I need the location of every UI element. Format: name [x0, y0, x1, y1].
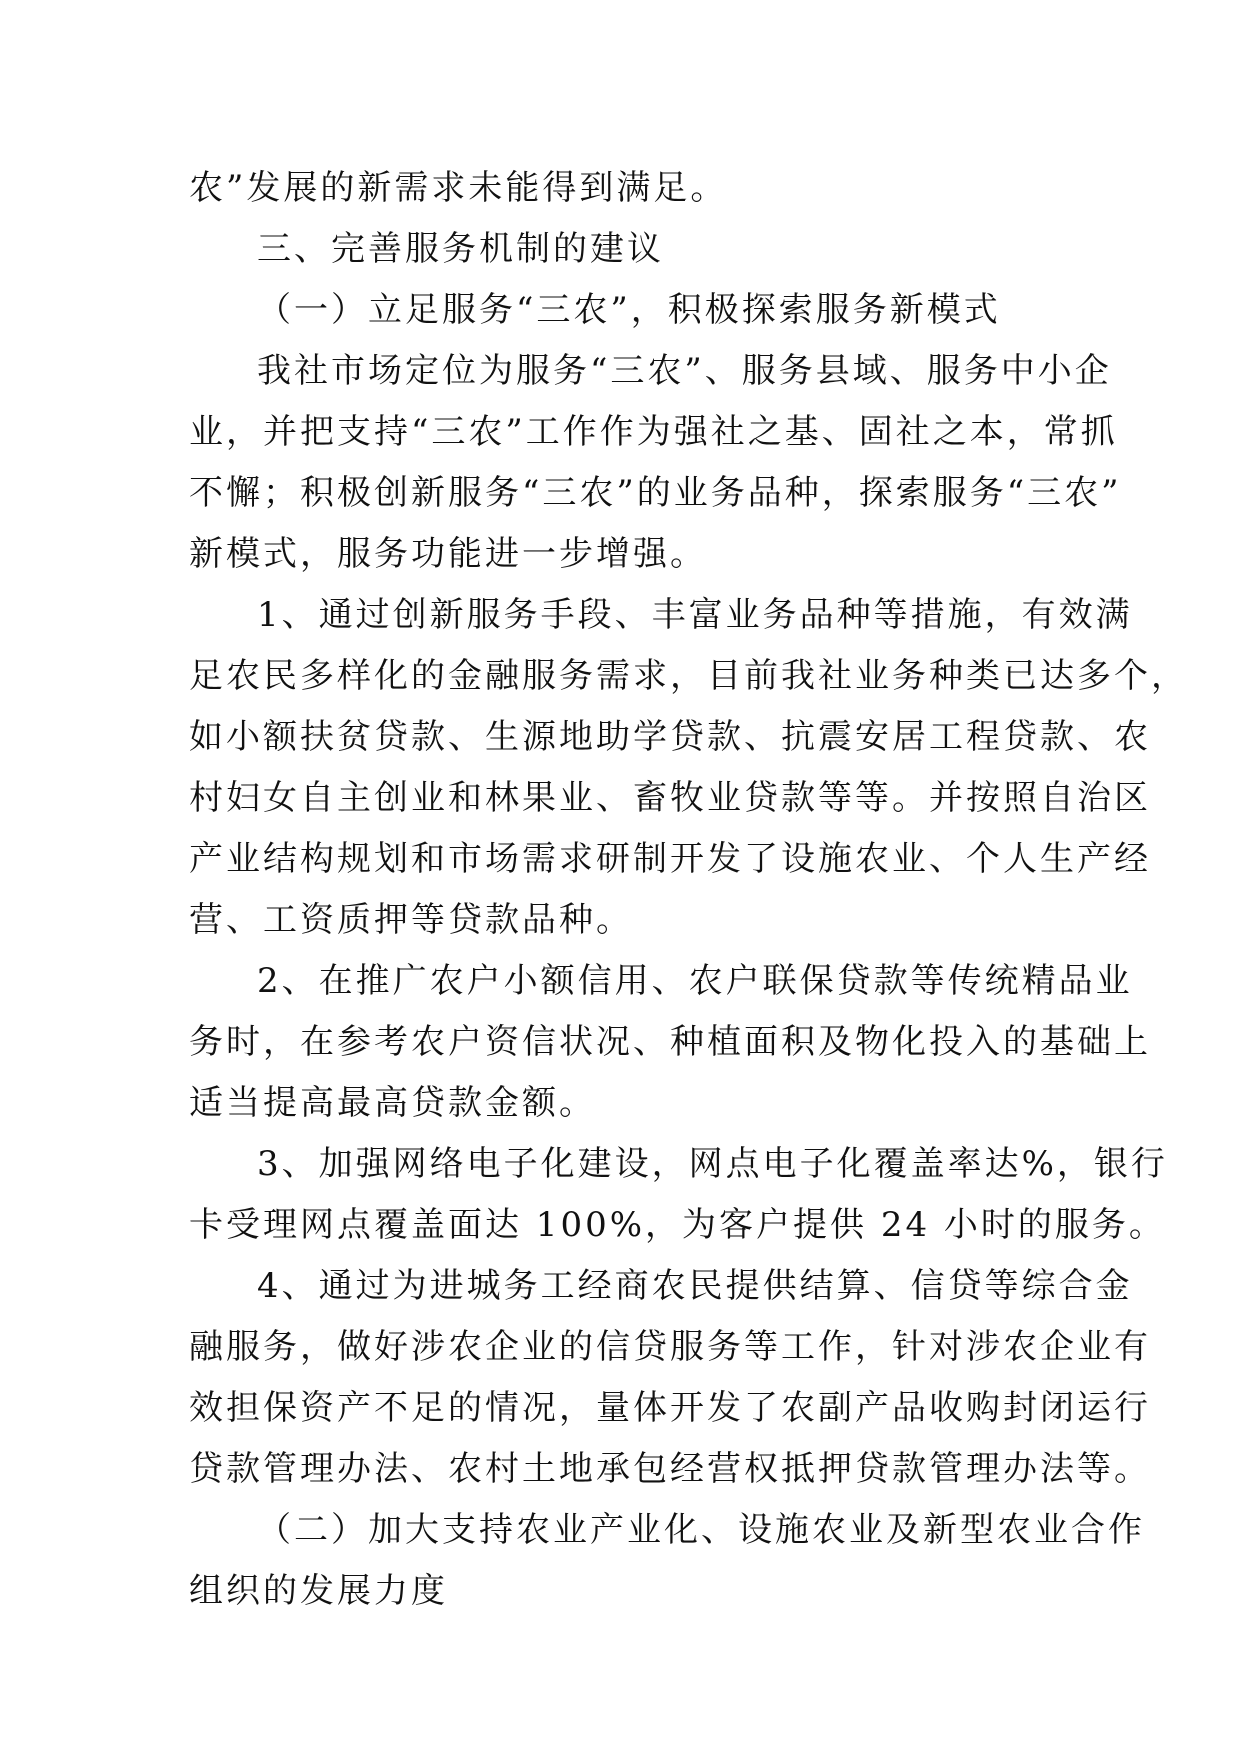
list-item-line: 1、通过创新服务手段、丰富业务品种等措施，有效满 [257, 595, 1133, 635]
list-item-line: 务时，在参考农户资信状况、种植面积及物化投入的基础上 [189, 1022, 1151, 1062]
list-item-line: 4、通过为进城务工经商农民提供结算、信贷等综合金 [257, 1266, 1133, 1306]
list-item-line: 卡受理网点覆盖面达 100%，为客户提供 24 小时的服务。 [189, 1205, 1166, 1245]
paragraph-line: 不懈；积极创新服务“三农”的业务品种，探索服务“三农” [189, 473, 1122, 513]
subsection-heading-continuation: 组织的发展力度 [189, 1571, 448, 1611]
list-item-line: 贷款管理办法、农村土地承包经营权抵押贷款管理办法等。 [189, 1449, 1151, 1489]
list-item-line: 效担保资产不足的情况，量体开发了农副产品收购封闭运行 [189, 1388, 1151, 1428]
list-item-line: 融服务，做好涉农企业的信贷服务等工作，针对涉农企业有 [189, 1327, 1151, 1367]
list-item-line: 村妇女自主创业和林果业、畜牧业贷款等等。并按照自治区 [189, 778, 1151, 818]
paragraph-line: 业，并把支持“三农”工作作为强社之基、固社之本，常抓 [189, 412, 1118, 452]
list-item-line: 适当提高最高贷款金额。 [189, 1083, 596, 1123]
list-item-line: 营、工资质押等贷款品种。 [189, 900, 633, 940]
list-item-line: 2、在推广农户小额信用、农户联保贷款等传统精品业 [257, 961, 1133, 1001]
paragraph-line: 我社市场定位为服务“三农”、服务县域、服务中小企 [257, 351, 1112, 391]
paragraph-line: 新模式，服务功能进一步增强。 [189, 534, 707, 574]
subsection-heading: （一）立足服务“三农”，积极探索服务新模式 [257, 290, 1001, 330]
list-item-line: 足农民多样化的金融服务需求，目前我社业务种类已达多个， [189, 656, 1188, 696]
list-item-line: 如小额扶贫贷款、生源地助学贷款、抗震安居工程贷款、农 [189, 717, 1151, 757]
section-heading: 三、完善服务机制的建议 [257, 229, 664, 269]
paragraph-continuation-line: 农”发展的新需求未能得到满足。 [189, 168, 728, 208]
list-item-line: 3、加强网络电子化建设，网点电子化覆盖率达%，银行 [257, 1144, 1168, 1184]
document-body [189, 158, 1188, 1622]
subsection-heading: （二）加大支持农业产业化、设施农业及新型农业合作 [257, 1510, 1145, 1550]
list-item-line: 产业结构规划和市场需求研制开发了设施农业、个人生产经 [189, 839, 1151, 879]
